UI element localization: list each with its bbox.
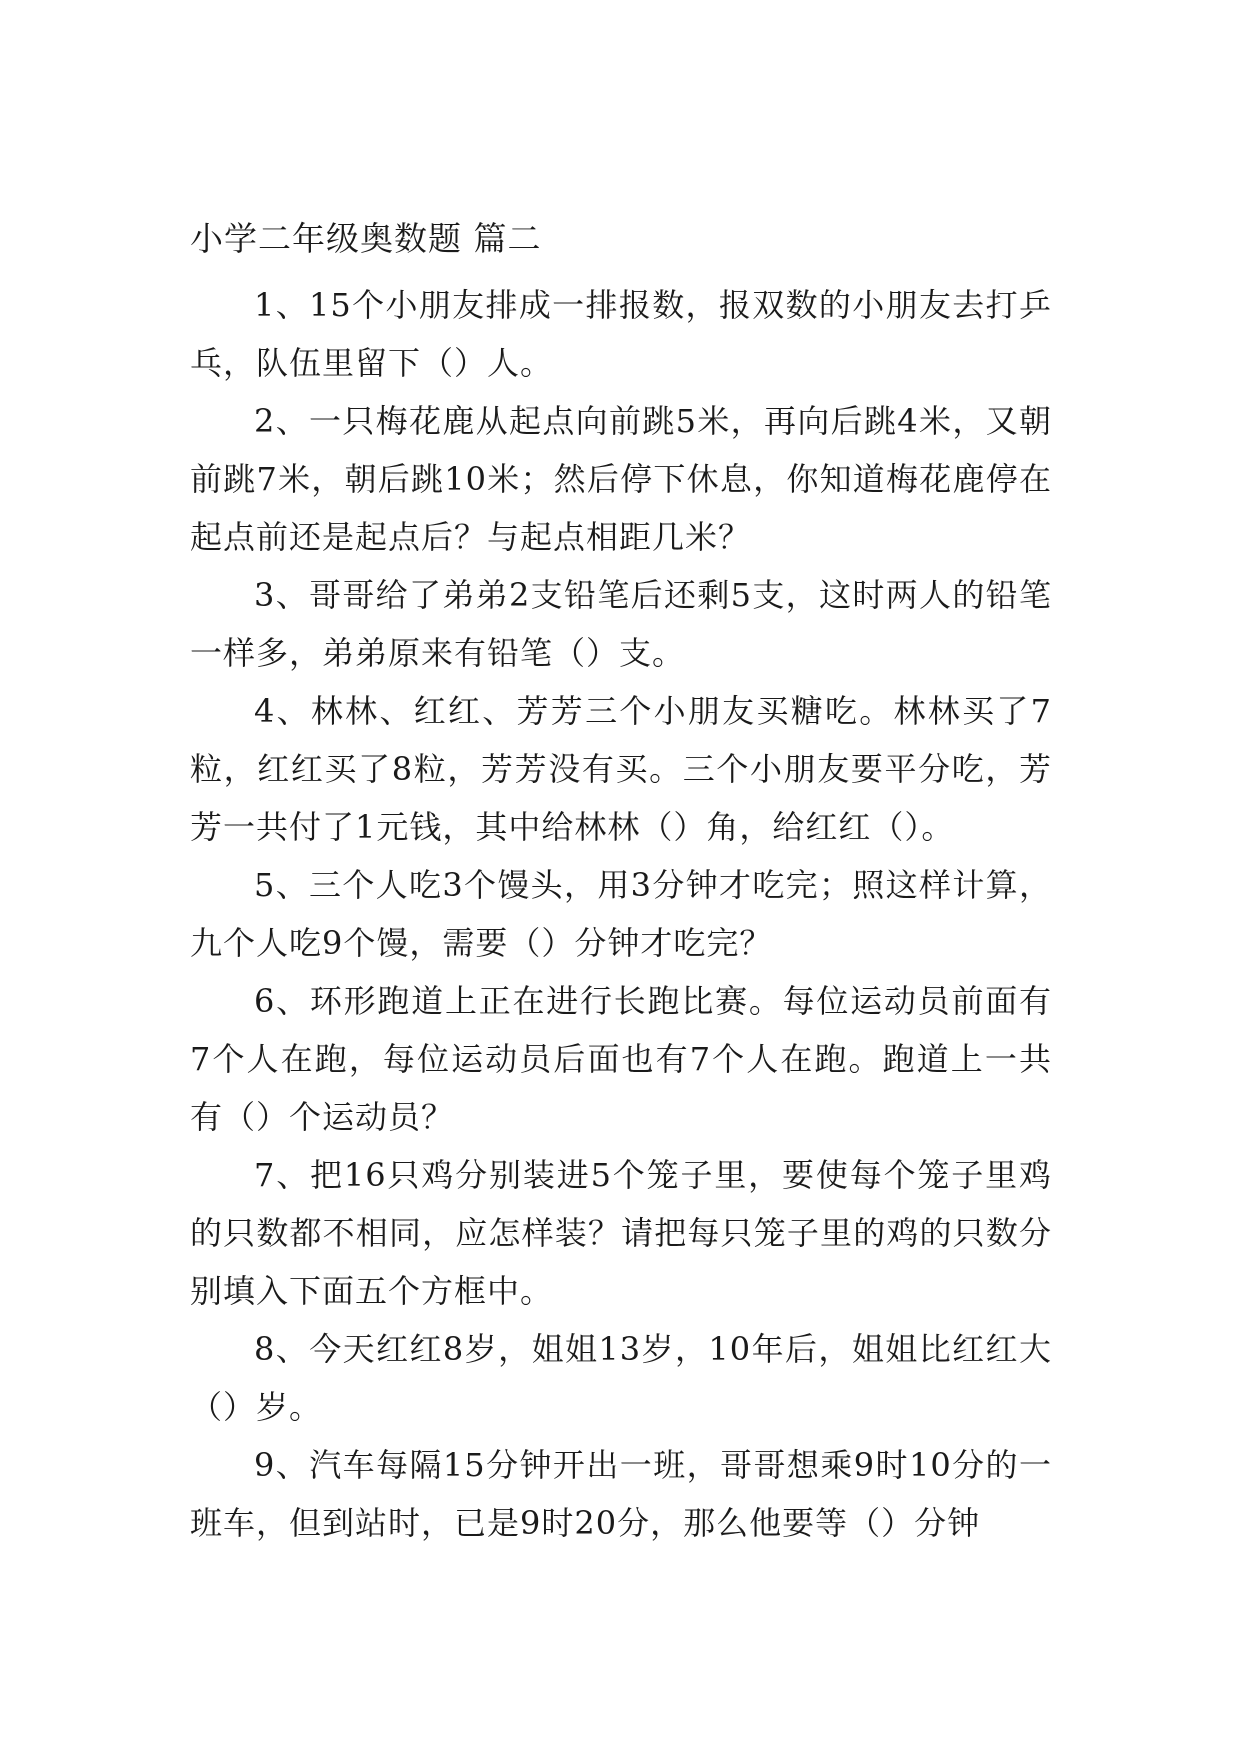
question-4: 4、林林、红红、芳芳三个小朋友买糖吃。林林买了7粒，红红买了8粒，芳芳没有买。三个小朋友要平分吃，芳芳一共付了1元钱，其中给林林（）角，给红红（）。 bbox=[190, 692, 1052, 846]
question-5: 5、三个人吃3个馒头，用3分钟才吃完；照这样计算，九个人吃9个馒，需要（）分钟才吃完？ bbox=[190, 866, 1052, 962]
question-8: 8、今天红红8岁，姐姐13岁，10年后，姐姐比红红大（）岁。 bbox=[190, 1330, 1052, 1426]
question-6: 6、环形跑道上正在进行长跑比赛。每位运动员前面有7个人在跑，每位运动员后面也有7个人在跑。跑道上一共有（）个运动员？ bbox=[190, 982, 1052, 1136]
question-3: 3、哥哥给了弟弟2支铅笔后还剩5支，这时两人的铅笔一样多，弟弟原来有铅笔（）支。 bbox=[190, 576, 1052, 672]
question-7: 7、把16只鸡分别装进5个笼子里，要使每个笼子里鸡的只数都不相同，应怎样装？请把每只笼子里的鸡的只数分别填入下面五个方框中。 bbox=[190, 1156, 1052, 1310]
question-1: 1、15个小朋友排成一排报数，报双数的小朋友去打乒乓，队伍里留下（）人。 bbox=[190, 286, 1052, 382]
question-9: 9、汽车每隔15分钟开出一班，哥哥想乘9时10分的一班车，但到站时，已是9时20分，那么他要等（）分钟 bbox=[190, 1446, 1052, 1542]
question-2: 2、一只梅花鹿从起点向前跳5米，再向后跳4米，又朝前跳7米，朝后跳10米；然后停下休息，你知道梅花鹿停在起点前还是起点后？与起点相距几米？ bbox=[190, 402, 1052, 556]
document-page bbox=[190, 218, 1052, 1552]
document-title: 小学二年级奥数题 篇二 bbox=[190, 219, 542, 258]
